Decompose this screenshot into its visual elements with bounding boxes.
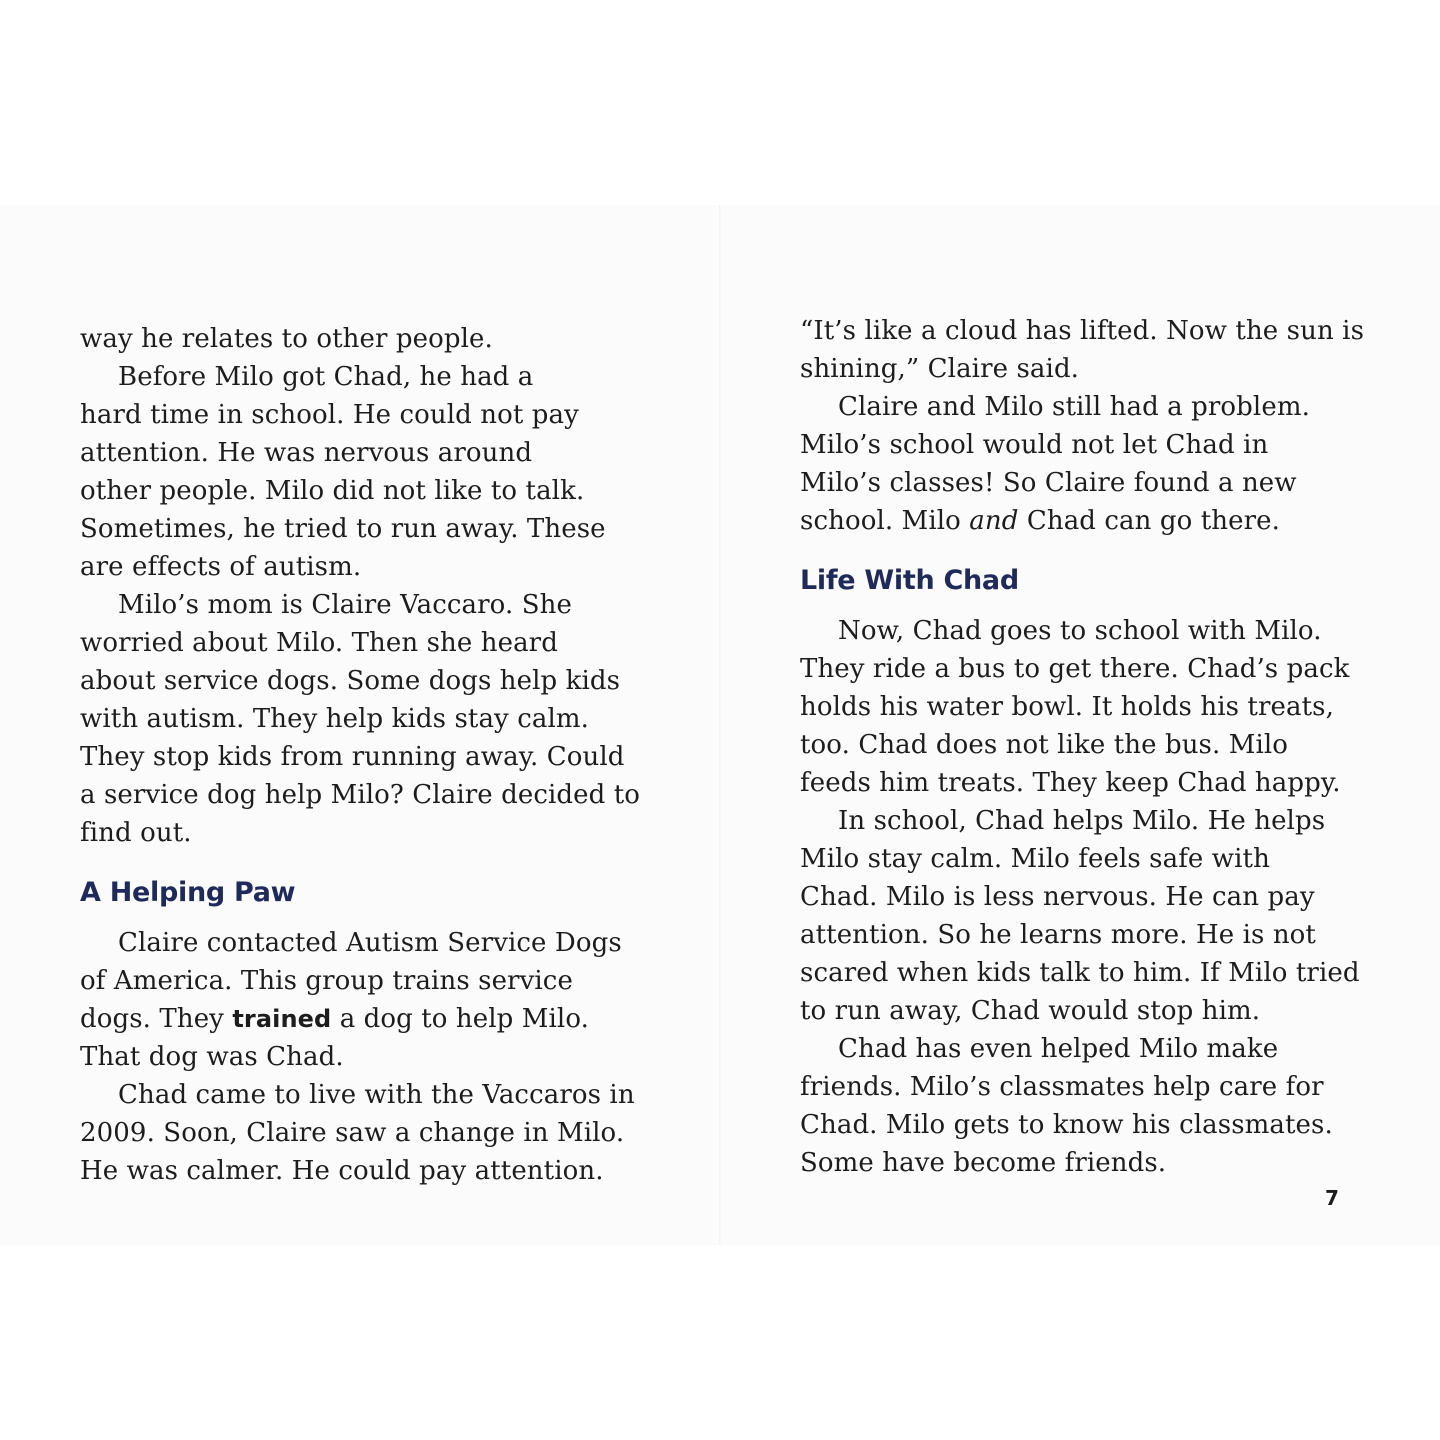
paragraph-continued bbox=[80, 1114, 640, 1190]
text-line: hard time in school. He could not pay bbox=[80, 400, 579, 430]
text-line: Claire and Milo still had a problem. bbox=[838, 392, 1310, 422]
text-line: worried about Milo. Then she heard bbox=[80, 628, 558, 658]
text-line: Claire contacted Autism Service Dogs bbox=[118, 928, 622, 958]
text-line: are effects of autism. bbox=[80, 552, 362, 582]
text-line: find out. bbox=[80, 818, 192, 848]
text-line: to run away, Chad would stop him. bbox=[800, 996, 1261, 1026]
paragraph bbox=[80, 358, 640, 396]
paragraph bbox=[800, 312, 1365, 388]
text-line: 2009. Soon, Claire saw a change in Milo. bbox=[80, 1118, 625, 1148]
text-line: Chad. Milo is less nervous. He can pay bbox=[800, 882, 1315, 912]
paragraph bbox=[80, 924, 640, 962]
paragraph bbox=[80, 1076, 640, 1114]
paragraph-continued bbox=[800, 426, 1360, 540]
paragraph bbox=[800, 1030, 1360, 1068]
text-line: Milo’s classes! So Claire found a new bbox=[800, 468, 1297, 498]
text-line: Before Milo got Chad, he had a bbox=[118, 362, 534, 392]
paragraph bbox=[800, 612, 1360, 650]
paragraph bbox=[800, 388, 1360, 426]
text-line: In school, Chad helps Milo. He helps bbox=[838, 806, 1326, 836]
text-line bbox=[80, 1000, 640, 1038]
text-fragment: dogs. They bbox=[80, 1004, 233, 1034]
text-fragment: school. Milo bbox=[800, 506, 970, 536]
text-line: Now, Chad goes to school with Milo. bbox=[838, 616, 1322, 646]
paragraph-continued bbox=[80, 396, 640, 586]
text-line: “It’s like a cloud has lifted. Now the sun is bbox=[800, 316, 1365, 346]
paragraph-continued bbox=[80, 962, 640, 1076]
text-line: attention. So he learns more. He is not bbox=[800, 920, 1316, 950]
paragraph bbox=[80, 586, 640, 624]
page-gutter bbox=[719, 205, 721, 1245]
text-line: a service dog help Milo? Claire decided to bbox=[80, 780, 641, 810]
text-line: shining,” Claire said. bbox=[800, 354, 1080, 384]
text-line: That dog was Chad. bbox=[80, 1042, 344, 1072]
section-heading-life-with-chad: Life With Chad bbox=[800, 565, 1019, 596]
text-fragment: a dog to help Milo. bbox=[331, 1004, 589, 1034]
paragraph bbox=[80, 320, 640, 358]
paragraph bbox=[800, 802, 1360, 840]
text-line: about service dogs. Some dogs help kids bbox=[80, 666, 621, 696]
text-line: feeds him treats. They keep Chad happy. bbox=[800, 768, 1341, 798]
text-line: holds his water bowl. It holds his treats, bbox=[800, 692, 1334, 722]
text-line bbox=[800, 502, 1360, 540]
right-page bbox=[800, 312, 1365, 1182]
emphasis-text: and bbox=[969, 506, 1019, 536]
text-line: Milo’s school would not let Chad in bbox=[800, 430, 1269, 460]
text-line: Some have become friends. bbox=[800, 1148, 1167, 1178]
text-line: Chad came to live with the Vaccaros in bbox=[118, 1080, 635, 1110]
paragraph-continued bbox=[800, 1068, 1360, 1182]
text-line: They stop kids from running away. Could bbox=[80, 742, 625, 772]
section-heading-helping-paw: A Helping Paw bbox=[80, 877, 296, 908]
page-number: 7 bbox=[1325, 1186, 1339, 1210]
text-line: They ride a bus to get there. Chad’s pack bbox=[800, 654, 1350, 684]
paragraph-continued bbox=[800, 650, 1360, 802]
text-line: Milo stay calm. Milo feels safe with bbox=[800, 844, 1270, 874]
left-page bbox=[80, 320, 640, 1190]
text-line: Milo’s mom is Claire Vaccaro. She bbox=[118, 590, 572, 620]
text-line: of America. This group trains service bbox=[80, 966, 573, 996]
text-line: attention. He was nervous around bbox=[80, 438, 533, 468]
text-line: other people. Milo did not like to talk. bbox=[80, 476, 585, 506]
text-fragment: Chad can go there. bbox=[1018, 506, 1280, 536]
paragraph-continued bbox=[800, 840, 1360, 1030]
text-line: Sometimes, he tried to run away. These bbox=[80, 514, 606, 544]
paragraph-continued bbox=[80, 624, 640, 852]
text-line: way he relates to other people. bbox=[80, 324, 493, 354]
text-line: with autism. They help kids stay calm. bbox=[80, 704, 590, 734]
text-line: scared when kids talk to him. If Milo tried bbox=[800, 958, 1360, 988]
text-line: too. Chad does not like the bus. Milo bbox=[800, 730, 1289, 760]
text-line: Chad. Milo gets to know his classmates. bbox=[800, 1110, 1333, 1140]
text-line: friends. Milo’s classmates help care for bbox=[800, 1072, 1324, 1102]
text-line: He was calmer. He could pay attention. bbox=[80, 1156, 604, 1186]
text-line: Chad has even helped Milo make bbox=[838, 1034, 1279, 1064]
glossary-term: trained bbox=[232, 1005, 332, 1033]
